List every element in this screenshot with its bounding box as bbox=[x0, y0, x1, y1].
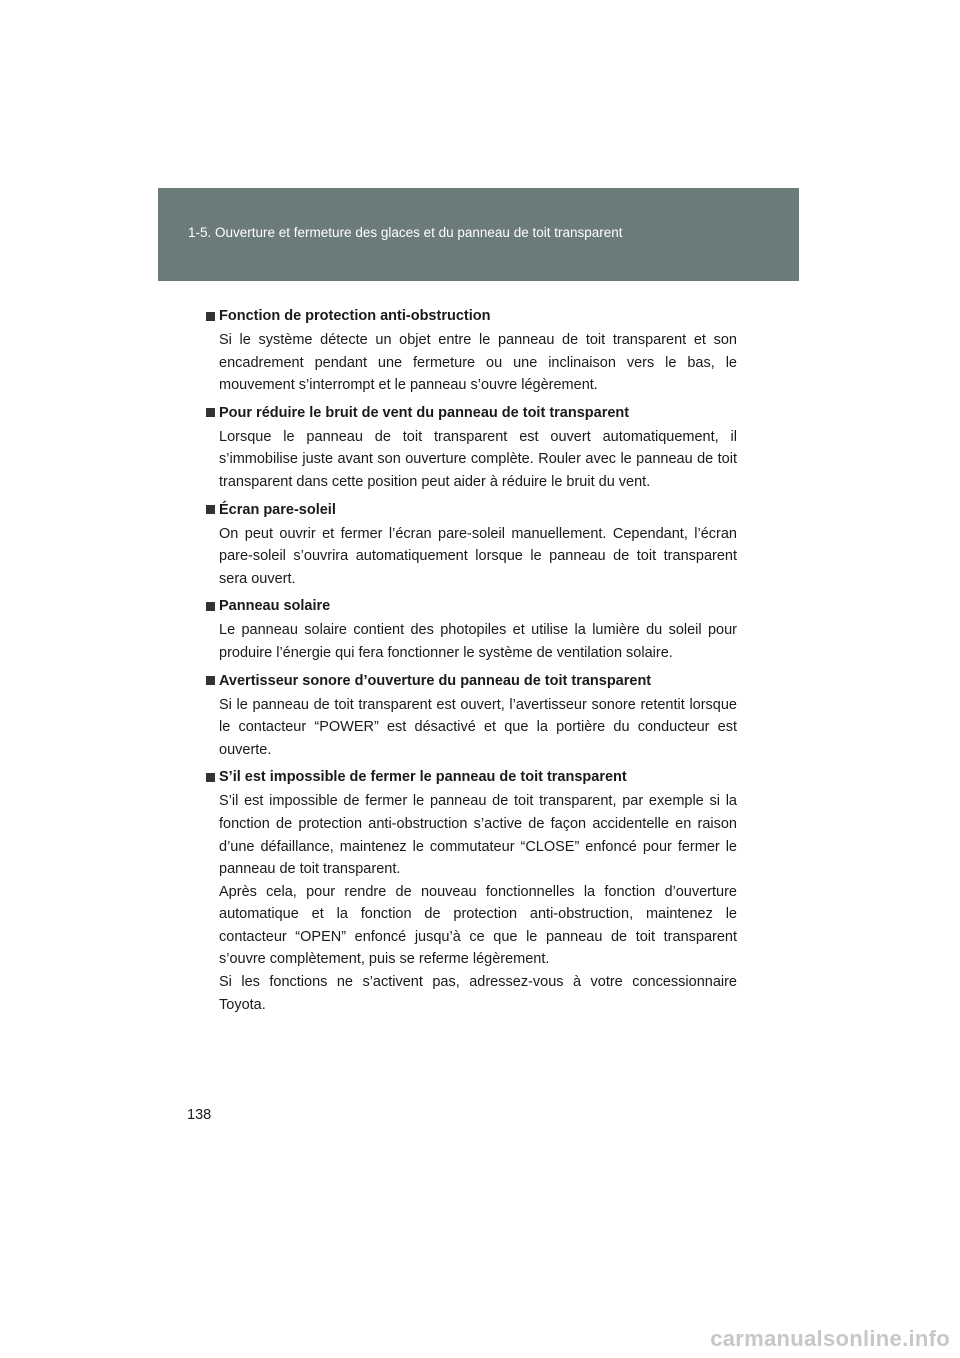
section-heading bbox=[206, 305, 737, 327]
chapter-title: 1-5. Ouverture et fermeture des glaces et du panneau de toit transparent bbox=[188, 225, 623, 240]
section-heading-text: Fonction de protection anti-obstruction bbox=[219, 308, 491, 324]
square-bullet-icon bbox=[206, 312, 215, 321]
chapter-header-band bbox=[158, 188, 799, 281]
site-watermark: carmanualsonline.info bbox=[710, 1326, 950, 1351]
page-content bbox=[206, 305, 737, 1021]
square-bullet-icon bbox=[206, 773, 215, 782]
section-heading bbox=[206, 670, 737, 692]
section-heading bbox=[206, 499, 737, 521]
section-cannot-close bbox=[206, 766, 737, 1016]
square-bullet-icon bbox=[206, 408, 215, 417]
section-paragraph: Si les fonctions ne s’activent pas, adressez-vous à votre concessionnaire Toyota. bbox=[219, 974, 737, 1013]
section-heading-text: Avertisseur sonore d’ouverture du panneau de toit transparent bbox=[219, 672, 652, 689]
section-heading bbox=[206, 766, 737, 788]
square-bullet-icon bbox=[206, 676, 215, 685]
section-heading-text: Écran pare-soleil bbox=[219, 501, 336, 518]
section-anti-obstruction bbox=[206, 305, 737, 397]
section-wind-noise bbox=[206, 402, 737, 494]
section-paragraph: Après cela, pour rendre de nouveau fonctionnelles la fonction d’ouverture automatique et la fonction de protection anti-obstruction, maintenez le contacteur “OPEN” enfoncé jusqu’à ce que le panneau de toit transparent s’ouvre complètement, puis se referme légèrement. bbox=[219, 883, 737, 968]
section-heading-text: Panneau solaire bbox=[219, 598, 331, 615]
section-paragraph: On peut ouvrir et fermer l’écran pare-soleil manuellement. Cependant, l’écran pare-soleil s’ouvrira automatiquement lorsque le panneau de toit transparent sera ouvert. bbox=[219, 525, 737, 587]
section-heading-text: Pour réduire le bruit de vent du panneau de toit transparent bbox=[219, 404, 630, 421]
section-open-buzzer bbox=[206, 670, 737, 762]
section-paragraph: Si le panneau de toit transparent est ouvert, l’avertisseur sonore retentit lorsque le contacteur “POWER” est désactivé et que la portière du conducteur est ouverte. bbox=[219, 696, 737, 758]
section-heading-text: S’il est impossible de fermer le panneau de toit transparent bbox=[219, 769, 627, 786]
square-bullet-icon bbox=[206, 505, 215, 514]
section-sunshade bbox=[206, 499, 737, 591]
section-paragraph: Le panneau solaire contient des photopiles et utilise la lumière du soleil pour produire l’énergie qui fera fonctionner le système de ventilation solaire. bbox=[219, 622, 737, 661]
square-bullet-icon bbox=[206, 602, 215, 611]
section-paragraph: S’il est impossible de fermer le panneau de toit transparent, par exemple si la fonction de protection anti-obstruction s’active de façon accidentelle en raison d’une défaillance, maintenez le commutateur “CLOSE” enfoncé pour fermer le panneau de toit transparent. bbox=[219, 793, 737, 878]
section-heading bbox=[206, 402, 737, 424]
section-paragraph: Si le système détecte un objet entre le panneau de toit transparent et son encadrement pendant une fermeture ou une inclinaison vers le bas, le mouvement s’interrompt et le panneau s’ouvre légèrement. bbox=[219, 332, 737, 394]
section-heading bbox=[206, 595, 737, 617]
page-number: 138 bbox=[187, 1107, 212, 1123]
section-solar-panel bbox=[206, 595, 737, 664]
section-paragraph: Lorsque le panneau de toit transparent est ouvert automatiquement, il s’immobilise juste avant son ouverture complète. Rouler avec le panneau de toit transparent dans cette position peut aider à réduire le bruit du vent. bbox=[219, 428, 737, 490]
